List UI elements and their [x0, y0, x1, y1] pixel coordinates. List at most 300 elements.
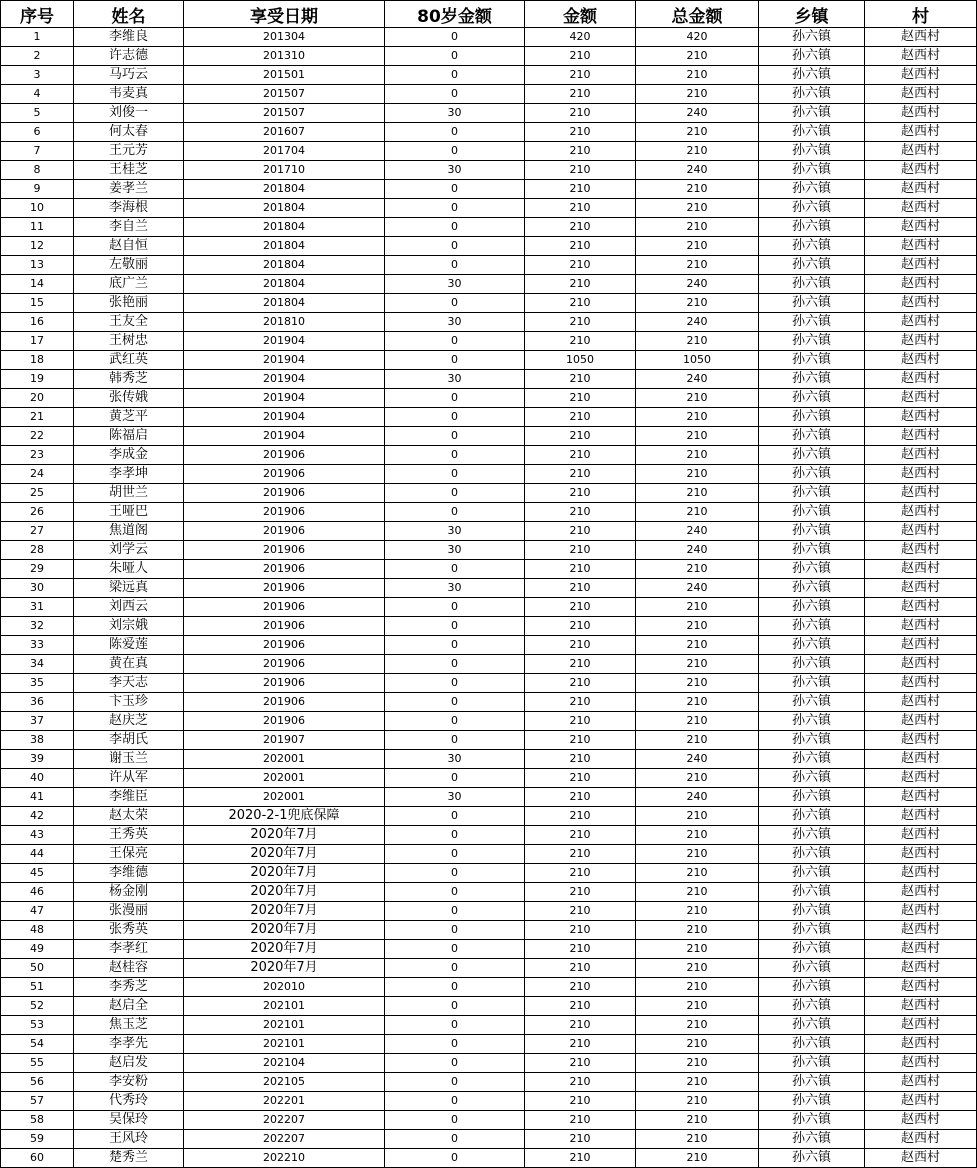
cell-township: 孙六镇	[759, 693, 865, 712]
cell-80-amount: 0	[385, 997, 525, 1016]
cell-amount: 210	[525, 541, 636, 560]
cell-80-amount: 0	[385, 351, 525, 370]
cell-name: 王风玲	[74, 1130, 184, 1149]
cell-total-amount: 210	[636, 1111, 759, 1130]
cell-index: 38	[1, 731, 74, 750]
header-village: 村	[865, 1, 977, 28]
cell-total-amount: 210	[636, 237, 759, 256]
cell-80-amount: 30	[385, 522, 525, 541]
cell-80-amount: 30	[385, 750, 525, 769]
cell-name: 刘俊一	[74, 104, 184, 123]
cell-start-date: 201906	[184, 712, 385, 731]
cell-start-date: 201906	[184, 617, 385, 636]
cell-80-amount: 30	[385, 104, 525, 123]
cell-total-amount: 210	[636, 1054, 759, 1073]
cell-80-amount: 30	[385, 370, 525, 389]
cell-80-amount: 0	[385, 484, 525, 503]
table-row	[1, 940, 977, 959]
table-row	[1, 199, 977, 218]
cell-name: 梁远真	[74, 579, 184, 598]
cell-village: 赵西村	[865, 655, 977, 674]
cell-name: 王元芳	[74, 142, 184, 161]
table-row	[1, 104, 977, 123]
cell-name: 谢玉兰	[74, 750, 184, 769]
cell-township: 孙六镇	[759, 370, 865, 389]
cell-name: 姜孝兰	[74, 180, 184, 199]
cell-total-amount: 1050	[636, 351, 759, 370]
cell-village: 赵西村	[865, 256, 977, 275]
cell-amount: 210	[525, 997, 636, 1016]
cell-name: 左敬丽	[74, 256, 184, 275]
cell-total-amount: 210	[636, 294, 759, 313]
cell-80-amount: 0	[385, 446, 525, 465]
cell-amount: 210	[525, 636, 636, 655]
cell-name: 王桂芝	[74, 161, 184, 180]
cell-township: 孙六镇	[759, 807, 865, 826]
cell-total-amount: 240	[636, 370, 759, 389]
cell-amount: 210	[525, 503, 636, 522]
table-row	[1, 750, 977, 769]
cell-80-amount: 0	[385, 712, 525, 731]
cell-name: 焦玉芝	[74, 1016, 184, 1035]
cell-village: 赵西村	[865, 180, 977, 199]
table-row	[1, 560, 977, 579]
cell-total-amount: 210	[636, 1035, 759, 1054]
cell-village: 赵西村	[865, 978, 977, 997]
header-total-amount: 总金额	[636, 1, 759, 28]
cell-80-amount: 0	[385, 617, 525, 636]
cell-index: 21	[1, 408, 74, 427]
cell-total-amount: 420	[636, 28, 759, 47]
cell-80-amount: 0	[385, 427, 525, 446]
cell-80-amount: 0	[385, 769, 525, 788]
cell-start-date: 201906	[184, 522, 385, 541]
cell-township: 孙六镇	[759, 199, 865, 218]
cell-village: 赵西村	[865, 598, 977, 617]
cell-total-amount: 210	[636, 883, 759, 902]
table-row	[1, 788, 977, 807]
cell-80-amount: 0	[385, 731, 525, 750]
table-row	[1, 256, 977, 275]
cell-township: 孙六镇	[759, 845, 865, 864]
cell-village: 赵西村	[865, 104, 977, 123]
cell-80-amount: 0	[385, 123, 525, 142]
cell-start-date: 201904	[184, 408, 385, 427]
cell-index: 50	[1, 959, 74, 978]
cell-name: 马巧云	[74, 66, 184, 85]
cell-amount: 210	[525, 313, 636, 332]
cell-index: 36	[1, 693, 74, 712]
cell-index: 26	[1, 503, 74, 522]
cell-total-amount: 210	[636, 598, 759, 617]
cell-amount: 210	[525, 161, 636, 180]
table-row	[1, 1054, 977, 1073]
cell-amount: 210	[525, 807, 636, 826]
table-row	[1, 446, 977, 465]
cell-start-date: 202104	[184, 1054, 385, 1073]
cell-amount: 210	[525, 332, 636, 351]
cell-name: 王哑巴	[74, 503, 184, 522]
cell-total-amount: 210	[636, 617, 759, 636]
cell-total-amount: 210	[636, 47, 759, 66]
cell-start-date: 201906	[184, 484, 385, 503]
cell-80-amount: 0	[385, 142, 525, 161]
cell-township: 孙六镇	[759, 104, 865, 123]
cell-80-amount: 0	[385, 1035, 525, 1054]
table-row	[1, 1016, 977, 1035]
cell-township: 孙六镇	[759, 1016, 865, 1035]
cell-township: 孙六镇	[759, 883, 865, 902]
cell-total-amount: 210	[636, 389, 759, 408]
cell-township: 孙六镇	[759, 85, 865, 104]
cell-total-amount: 210	[636, 1149, 759, 1168]
cell-total-amount: 210	[636, 655, 759, 674]
cell-index: 45	[1, 864, 74, 883]
cell-start-date: 2020年7月	[184, 921, 385, 940]
cell-township: 孙六镇	[759, 902, 865, 921]
table-row	[1, 693, 977, 712]
cell-amount: 210	[525, 180, 636, 199]
cell-start-date: 2020年7月	[184, 883, 385, 902]
table-row	[1, 351, 977, 370]
cell-name: 陈福启	[74, 427, 184, 446]
cell-total-amount: 210	[636, 674, 759, 693]
cell-index: 55	[1, 1054, 74, 1073]
table-row	[1, 389, 977, 408]
cell-total-amount: 210	[636, 864, 759, 883]
cell-total-amount: 210	[636, 902, 759, 921]
cell-start-date: 2020-2-1兜底保障	[184, 807, 385, 826]
cell-township: 孙六镇	[759, 636, 865, 655]
cell-name: 许从军	[74, 769, 184, 788]
cell-total-amount: 210	[636, 199, 759, 218]
cell-amount: 210	[525, 769, 636, 788]
table-row	[1, 959, 977, 978]
cell-total-amount: 210	[636, 1130, 759, 1149]
table-row	[1, 807, 977, 826]
cell-name: 吴保玲	[74, 1111, 184, 1130]
cell-amount: 210	[525, 731, 636, 750]
cell-amount: 210	[525, 1035, 636, 1054]
cell-80-amount: 0	[385, 1130, 525, 1149]
cell-village: 赵西村	[865, 370, 977, 389]
table-row	[1, 921, 977, 940]
cell-amount: 210	[525, 693, 636, 712]
cell-name: 李天志	[74, 674, 184, 693]
table-row	[1, 503, 977, 522]
cell-amount: 210	[525, 218, 636, 237]
cell-township: 孙六镇	[759, 921, 865, 940]
cell-start-date: 201804	[184, 218, 385, 237]
cell-80-amount: 0	[385, 1016, 525, 1035]
cell-start-date: 201904	[184, 389, 385, 408]
cell-village: 赵西村	[865, 313, 977, 332]
table-row	[1, 408, 977, 427]
cell-village: 赵西村	[865, 1092, 977, 1111]
cell-start-date: 201906	[184, 598, 385, 617]
cell-total-amount: 240	[636, 750, 759, 769]
cell-village: 赵西村	[865, 47, 977, 66]
cell-index: 32	[1, 617, 74, 636]
cell-township: 孙六镇	[759, 522, 865, 541]
cell-80-amount: 0	[385, 180, 525, 199]
cell-80-amount: 30	[385, 313, 525, 332]
cell-amount: 210	[525, 940, 636, 959]
cell-80-amount: 0	[385, 864, 525, 883]
cell-amount: 210	[525, 845, 636, 864]
cell-name: 李孝坤	[74, 465, 184, 484]
cell-start-date: 201704	[184, 142, 385, 161]
cell-township: 孙六镇	[759, 940, 865, 959]
cell-index: 31	[1, 598, 74, 617]
cell-township: 孙六镇	[759, 332, 865, 351]
cell-index: 41	[1, 788, 74, 807]
cell-name: 赵庆芝	[74, 712, 184, 731]
cell-total-amount: 210	[636, 408, 759, 427]
cell-start-date: 201804	[184, 275, 385, 294]
cell-township: 孙六镇	[759, 123, 865, 142]
cell-index: 51	[1, 978, 74, 997]
table-row	[1, 294, 977, 313]
cell-amount: 210	[525, 598, 636, 617]
cell-index: 47	[1, 902, 74, 921]
table-row	[1, 655, 977, 674]
table-row	[1, 598, 977, 617]
cell-total-amount: 210	[636, 731, 759, 750]
cell-index: 12	[1, 237, 74, 256]
cell-name: 韩秀芝	[74, 370, 184, 389]
cell-start-date: 201904	[184, 332, 385, 351]
cell-index: 42	[1, 807, 74, 826]
header-index: 序号	[1, 1, 74, 28]
cell-township: 孙六镇	[759, 1073, 865, 1092]
cell-township: 孙六镇	[759, 731, 865, 750]
cell-total-amount: 240	[636, 313, 759, 332]
cell-index: 39	[1, 750, 74, 769]
cell-village: 赵西村	[865, 161, 977, 180]
cell-township: 孙六镇	[759, 408, 865, 427]
cell-start-date: 202101	[184, 997, 385, 1016]
table-row	[1, 731, 977, 750]
cell-township: 孙六镇	[759, 256, 865, 275]
cell-total-amount: 240	[636, 275, 759, 294]
cell-name: 刘学云	[74, 541, 184, 560]
cell-total-amount: 210	[636, 769, 759, 788]
cell-township: 孙六镇	[759, 1149, 865, 1168]
cell-total-amount: 210	[636, 332, 759, 351]
table-row	[1, 1130, 977, 1149]
cell-township: 孙六镇	[759, 47, 865, 66]
cell-name: 何太春	[74, 123, 184, 142]
cell-township: 孙六镇	[759, 237, 865, 256]
cell-80-amount: 0	[385, 408, 525, 427]
table-row	[1, 902, 977, 921]
table-row	[1, 161, 977, 180]
table-row	[1, 484, 977, 503]
cell-name: 李安粉	[74, 1073, 184, 1092]
cell-index: 35	[1, 674, 74, 693]
cell-80-amount: 0	[385, 389, 525, 408]
cell-amount: 210	[525, 446, 636, 465]
cell-village: 赵西村	[865, 883, 977, 902]
cell-index: 3	[1, 66, 74, 85]
table-row	[1, 47, 977, 66]
cell-total-amount: 210	[636, 921, 759, 940]
table-row	[1, 218, 977, 237]
cell-name: 韦麦真	[74, 85, 184, 104]
cell-80-amount: 0	[385, 959, 525, 978]
cell-village: 赵西村	[865, 1073, 977, 1092]
cell-total-amount: 210	[636, 636, 759, 655]
cell-total-amount: 210	[636, 560, 759, 579]
table-body	[1, 28, 977, 1168]
table-row	[1, 123, 977, 142]
table-row	[1, 674, 977, 693]
cell-index: 44	[1, 845, 74, 864]
cell-name: 李成金	[74, 446, 184, 465]
cell-start-date: 201906	[184, 541, 385, 560]
header-township: 乡镇	[759, 1, 865, 28]
cell-amount: 210	[525, 256, 636, 275]
cell-amount: 210	[525, 199, 636, 218]
cell-name: 杨金刚	[74, 883, 184, 902]
cell-total-amount: 240	[636, 104, 759, 123]
cell-start-date: 201906	[184, 560, 385, 579]
cell-name: 黄在真	[74, 655, 184, 674]
cell-start-date: 2020年7月	[184, 845, 385, 864]
cell-total-amount: 210	[636, 997, 759, 1016]
cell-name: 王保亮	[74, 845, 184, 864]
cell-index: 25	[1, 484, 74, 503]
cell-amount: 210	[525, 579, 636, 598]
cell-village: 赵西村	[865, 997, 977, 1016]
table-row	[1, 769, 977, 788]
cell-index: 49	[1, 940, 74, 959]
cell-index: 23	[1, 446, 74, 465]
cell-total-amount: 210	[636, 959, 759, 978]
cell-amount: 210	[525, 655, 636, 674]
cell-name: 刘西云	[74, 598, 184, 617]
table-row	[1, 313, 977, 332]
cell-village: 赵西村	[865, 294, 977, 313]
cell-village: 赵西村	[865, 28, 977, 47]
cell-name: 赵启全	[74, 997, 184, 1016]
cell-start-date: 201804	[184, 180, 385, 199]
cell-total-amount: 240	[636, 541, 759, 560]
cell-village: 赵西村	[865, 674, 977, 693]
cell-amount: 210	[525, 465, 636, 484]
cell-index: 60	[1, 1149, 74, 1168]
cell-amount: 210	[525, 1111, 636, 1130]
cell-village: 赵西村	[865, 807, 977, 826]
cell-amount: 210	[525, 902, 636, 921]
cell-township: 孙六镇	[759, 351, 865, 370]
cell-80-amount: 0	[385, 256, 525, 275]
cell-township: 孙六镇	[759, 750, 865, 769]
cell-township: 孙六镇	[759, 769, 865, 788]
cell-start-date: 201907	[184, 731, 385, 750]
cell-village: 赵西村	[865, 541, 977, 560]
cell-start-date: 202101	[184, 1035, 385, 1054]
cell-township: 孙六镇	[759, 180, 865, 199]
cell-start-date: 201310	[184, 47, 385, 66]
cell-index: 54	[1, 1035, 74, 1054]
table-row	[1, 522, 977, 541]
cell-80-amount: 0	[385, 28, 525, 47]
cell-start-date: 202105	[184, 1073, 385, 1092]
table-row	[1, 1092, 977, 1111]
cell-index: 46	[1, 883, 74, 902]
cell-name: 李孝红	[74, 940, 184, 959]
cell-total-amount: 210	[636, 503, 759, 522]
cell-name: 张秀英	[74, 921, 184, 940]
cell-80-amount: 0	[385, 636, 525, 655]
cell-amount: 210	[525, 123, 636, 142]
cell-amount: 210	[525, 1073, 636, 1092]
cell-total-amount: 210	[636, 1073, 759, 1092]
cell-village: 赵西村	[865, 1016, 977, 1035]
cell-80-amount: 0	[385, 1073, 525, 1092]
cell-name: 黄芝平	[74, 408, 184, 427]
cell-start-date: 202101	[184, 1016, 385, 1035]
cell-name: 张漫丽	[74, 902, 184, 921]
cell-start-date: 201906	[184, 693, 385, 712]
cell-village: 赵西村	[865, 636, 977, 655]
cell-total-amount: 210	[636, 978, 759, 997]
cell-80-amount: 0	[385, 1054, 525, 1073]
cell-village: 赵西村	[865, 731, 977, 750]
cell-name: 李维良	[74, 28, 184, 47]
cell-index: 48	[1, 921, 74, 940]
cell-village: 赵西村	[865, 199, 977, 218]
cell-village: 赵西村	[865, 1149, 977, 1168]
cell-village: 赵西村	[865, 826, 977, 845]
cell-village: 赵西村	[865, 750, 977, 769]
cell-amount: 210	[525, 142, 636, 161]
table-row	[1, 1073, 977, 1092]
table-row	[1, 997, 977, 1016]
cell-80-amount: 0	[385, 1111, 525, 1130]
cell-index: 43	[1, 826, 74, 845]
table-row	[1, 1035, 977, 1054]
cell-village: 赵西村	[865, 503, 977, 522]
cell-township: 孙六镇	[759, 826, 865, 845]
cell-80-amount: 0	[385, 883, 525, 902]
cell-township: 孙六镇	[759, 503, 865, 522]
cell-80-amount: 0	[385, 655, 525, 674]
cell-start-date: 202001	[184, 769, 385, 788]
cell-amount: 210	[525, 617, 636, 636]
cell-index: 8	[1, 161, 74, 180]
cell-80-amount: 0	[385, 921, 525, 940]
cell-village: 赵西村	[865, 446, 977, 465]
cell-index: 11	[1, 218, 74, 237]
cell-village: 赵西村	[865, 484, 977, 503]
cell-80-amount: 0	[385, 465, 525, 484]
cell-80-amount: 0	[385, 560, 525, 579]
cell-index: 29	[1, 560, 74, 579]
cell-start-date: 201906	[184, 446, 385, 465]
table-row	[1, 541, 977, 560]
cell-name: 赵启发	[74, 1054, 184, 1073]
cell-village: 赵西村	[865, 123, 977, 142]
cell-township: 孙六镇	[759, 446, 865, 465]
cell-index: 19	[1, 370, 74, 389]
cell-name: 张艳丽	[74, 294, 184, 313]
cell-index: 4	[1, 85, 74, 104]
cell-amount: 210	[525, 294, 636, 313]
cell-80-amount: 0	[385, 674, 525, 693]
